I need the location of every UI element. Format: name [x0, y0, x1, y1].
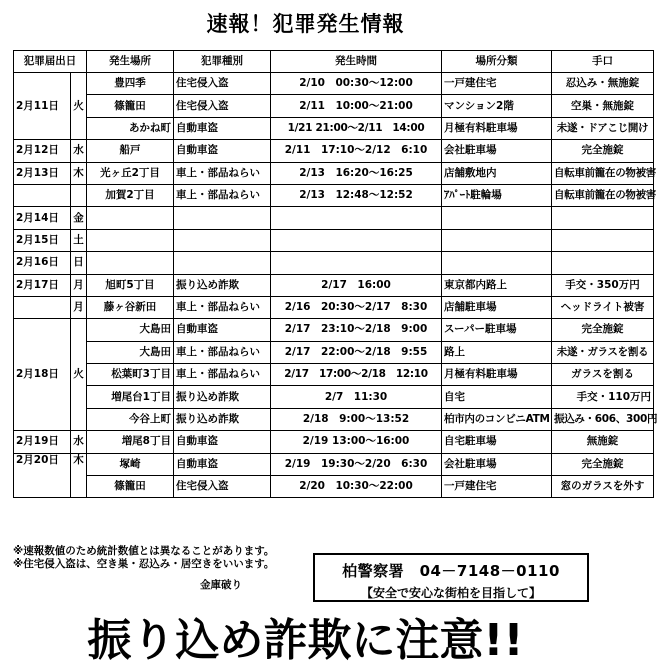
- day-cell: [71, 184, 87, 206]
- method-cell: 窓のガラスを外す: [552, 476, 654, 498]
- day-cell: 土: [71, 229, 87, 251]
- type-cell: 車上・部品ねらい: [174, 364, 271, 386]
- table-row: [14, 73, 654, 95]
- place-cell: 光ヶ丘2丁目: [87, 162, 174, 184]
- table-row: [14, 140, 654, 162]
- location-cell: 店舗敷地内: [442, 162, 552, 184]
- method-cell: 完全施錠: [552, 319, 654, 341]
- type-cell: 振り込め詐欺: [174, 386, 271, 408]
- location-cell: スーパー駐車場: [442, 319, 552, 341]
- type-cell: 住宅侵入盗: [174, 73, 271, 95]
- location-cell: 会社駐車場: [442, 140, 552, 162]
- place-cell: 藤ヶ谷新田: [87, 296, 174, 318]
- date-cell: 2月19日: [14, 431, 71, 453]
- location-cell: [442, 207, 552, 229]
- method-cell: 自転車前籠在の物被害: [552, 162, 654, 184]
- header-date: 犯罪届出日: [14, 51, 87, 73]
- time-cell: [271, 229, 442, 251]
- type-cell: 自動車盗: [174, 431, 271, 453]
- crime-table: [13, 50, 657, 498]
- method-cell: 手交・350万円: [552, 274, 654, 296]
- header-place: 発生場所: [87, 51, 174, 73]
- footnote-safe-cracking: 金庫破り: [200, 579, 242, 591]
- table-row: [14, 453, 654, 475]
- place-cell: [87, 252, 174, 274]
- place-cell: 豊四季: [87, 73, 174, 95]
- type-cell: [174, 207, 271, 229]
- place-cell: [87, 207, 174, 229]
- time-cell: 2/17 17:00～2/18 12:10: [271, 364, 442, 386]
- location-cell: ｱﾊﾟｰﾄ駐輪場: [442, 184, 552, 206]
- day-cell: 木: [71, 453, 87, 498]
- date-cell: 2月13日: [14, 162, 71, 184]
- table-row: [14, 229, 654, 251]
- police-name-phone: 柏警察署 04－7148－0110: [342, 562, 560, 580]
- time-cell: 2/17 16:00: [271, 274, 442, 296]
- place-cell: 大島田: [87, 341, 174, 363]
- header-time: 発生時間: [271, 51, 442, 73]
- location-cell: 自宅: [442, 386, 552, 408]
- type-cell: 自動車盗: [174, 140, 271, 162]
- footnote-statistics: ※速報数値のため統計数値とは異なることがあります。: [13, 545, 275, 557]
- location-cell: [442, 229, 552, 251]
- table-row: [14, 207, 654, 229]
- date-cell: 2月16日: [14, 252, 71, 274]
- date-cell: 2月18日: [14, 319, 71, 431]
- header-type: 犯罪種別: [174, 51, 271, 73]
- day-cell: 水: [71, 431, 87, 453]
- place-cell: 増尾8丁目: [87, 431, 174, 453]
- type-cell: 住宅侵入盗: [174, 95, 271, 117]
- location-cell: 自宅駐車場: [442, 431, 552, 453]
- time-cell: 2/20 10:30～22:00: [271, 476, 442, 498]
- time-cell: 2/19 19:30～2/20 6:30: [271, 453, 442, 475]
- footnotes: [13, 545, 274, 571]
- location-cell: 会社駐車場: [442, 453, 552, 475]
- table-row: [14, 364, 654, 386]
- place-cell: あかね町: [87, 117, 174, 139]
- type-cell: 振り込め詐欺: [174, 274, 271, 296]
- day-cell: 水: [71, 140, 87, 162]
- date-cell: [14, 184, 71, 206]
- place-cell: 塚崎: [87, 453, 174, 475]
- location-cell: 一戸建住宅: [442, 476, 552, 498]
- time-cell: 2/13 12:48～12:52: [271, 184, 442, 206]
- method-cell: ヘッドライト被害: [552, 296, 654, 318]
- date-cell: 2月14日: [14, 207, 71, 229]
- day-cell: 金: [71, 207, 87, 229]
- place-cell: 今谷上町: [87, 408, 174, 430]
- table-row: [14, 386, 654, 408]
- place-cell: 松葉町3丁目: [87, 364, 174, 386]
- table-row: [14, 252, 654, 274]
- date-cell: 2月17日: [14, 274, 71, 296]
- type-cell: 自動車盗: [174, 453, 271, 475]
- time-cell: 2/17 23:10～2/18 9:00: [271, 319, 442, 341]
- day-cell: 木: [71, 162, 87, 184]
- time-cell: [271, 207, 442, 229]
- table-row: [14, 117, 654, 139]
- time-cell: 2/19 13:00～16:00: [271, 431, 442, 453]
- time-cell: 2/11 17:10～2/12 6:10: [271, 140, 442, 162]
- date-cell: 2月11日: [14, 73, 71, 140]
- table-row: [14, 341, 654, 363]
- location-cell: 柏市内のコンビニATM: [442, 408, 552, 430]
- place-cell: 篠籠田: [87, 95, 174, 117]
- warning-banner: 振り込め詐欺に注意!!: [87, 615, 524, 666]
- method-cell: 未遂・ガラスを割る: [552, 341, 654, 363]
- time-cell: 2/7 11:30: [271, 386, 442, 408]
- time-cell: 2/11 10:00～21:00: [271, 95, 442, 117]
- method-cell: [552, 229, 654, 251]
- type-cell: 車上・部品ねらい: [174, 162, 271, 184]
- location-cell: 路上: [442, 341, 552, 363]
- table-row: [14, 431, 654, 453]
- type-cell: [174, 229, 271, 251]
- type-cell: 住宅侵入盗: [174, 476, 271, 498]
- method-cell: 完全施錠: [552, 453, 654, 475]
- place-cell: 増尾台1丁目: [87, 386, 174, 408]
- table-row: [14, 408, 654, 430]
- header-method: 手口: [552, 51, 654, 73]
- method-cell: 忍込み・無施錠: [552, 73, 654, 95]
- day-cell: 月: [71, 274, 87, 296]
- table-row: [14, 319, 654, 341]
- time-cell: 2/18 9:00～13:52: [271, 408, 442, 430]
- time-cell: 2/16 20:30～2/17 8:30: [271, 296, 442, 318]
- method-cell: 振込み・606、300円: [552, 408, 654, 430]
- page-title: 速報！犯罪発生情報: [206, 12, 405, 36]
- time-cell: 2/10 00:30～12:00: [271, 73, 442, 95]
- footnote-burglary: ※住宅侵入盗は、空き巣・忍込み・居空きをいいます。: [13, 558, 275, 570]
- type-cell: 自動車盗: [174, 117, 271, 139]
- time-cell: 2/17 22:00～2/18 9:55: [271, 341, 442, 363]
- method-cell: [552, 252, 654, 274]
- place-cell: [87, 229, 174, 251]
- place-cell: 船戸: [87, 140, 174, 162]
- method-cell: 完全施錠: [552, 140, 654, 162]
- location-cell: 月極有料駐車場: [442, 117, 552, 139]
- type-cell: 自動車盗: [174, 319, 271, 341]
- time-cell: 1/21 21:00～2/11 14:00: [271, 117, 442, 139]
- type-cell: 車上・部品ねらい: [174, 184, 271, 206]
- time-cell: [271, 252, 442, 274]
- day-cell: 日: [71, 252, 87, 274]
- place-cell: 旭町5丁目: [87, 274, 174, 296]
- place-cell: 大島田: [87, 319, 174, 341]
- location-cell: 東京都内路上: [442, 274, 552, 296]
- location-cell: [442, 252, 552, 274]
- table-row: [14, 162, 654, 184]
- time-cell: 2/13 16:20～16:25: [271, 162, 442, 184]
- date-cell: 2月12日: [14, 140, 71, 162]
- date-cell: 2月20日: [14, 453, 71, 498]
- location-cell: 一戸建住宅: [442, 73, 552, 95]
- table-row: [14, 184, 654, 206]
- header-location: 場所分類: [442, 51, 552, 73]
- method-cell: ガラスを割る: [552, 364, 654, 386]
- place-cell: 加賀2丁目: [87, 184, 174, 206]
- table-row: [14, 296, 654, 318]
- type-cell: 振り込め詐欺: [174, 408, 271, 430]
- method-cell: 無施錠: [552, 431, 654, 453]
- day-cell: 火: [71, 73, 87, 140]
- location-cell: 月極有料駐車場: [442, 364, 552, 386]
- method-cell: 空巣・無施錠: [552, 95, 654, 117]
- method-cell: 手交・110万円: [552, 386, 654, 408]
- day-cell: 月: [71, 296, 87, 318]
- type-cell: 車上・部品ねらい: [174, 296, 271, 318]
- location-cell: 店舗駐車場: [442, 296, 552, 318]
- day-cell: 火: [71, 319, 87, 431]
- table-row: [14, 274, 654, 296]
- table-row: [14, 95, 654, 117]
- method-cell: [552, 207, 654, 229]
- date-cell: 2月15日: [14, 229, 71, 251]
- type-cell: 車上・部品ねらい: [174, 341, 271, 363]
- police-contact-box: [313, 553, 589, 602]
- police-slogan: 【安全で安心な街柏を目指して】: [360, 586, 541, 600]
- place-cell: 篠籠田: [87, 476, 174, 498]
- location-cell: マンション2階: [442, 95, 552, 117]
- type-cell: [174, 252, 271, 274]
- method-cell: 自転車前籠在の物被害: [552, 184, 654, 206]
- method-cell: 未遂・ドアこじ開け: [552, 117, 654, 139]
- table-row: [14, 476, 654, 498]
- date-cell: [14, 296, 71, 318]
- table-header-row: [14, 51, 654, 73]
